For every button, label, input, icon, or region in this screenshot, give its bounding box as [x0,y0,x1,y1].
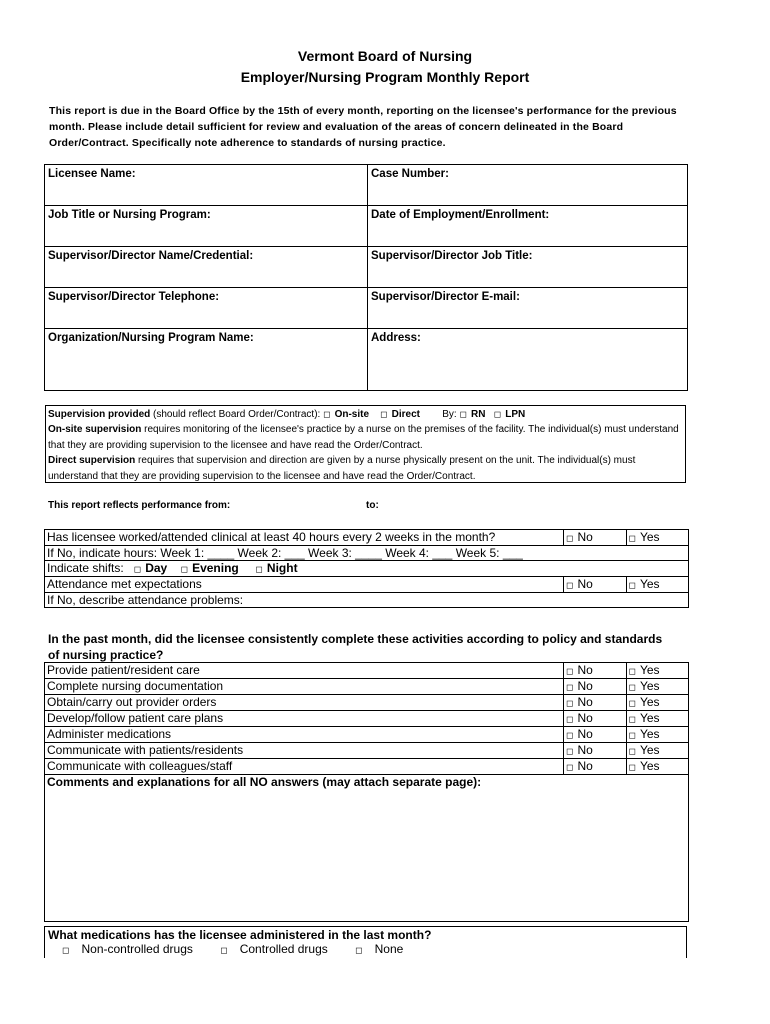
activity-no-option[interactable]: ◻ No [564,743,626,759]
activity-label: Develop/follow patient care plans [45,711,564,727]
case-number-field[interactable]: Case Number: [368,165,688,206]
yes-checkbox[interactable]: ◻ [628,682,636,692]
controlled-option[interactable]: ◻ Controlled drugs [220,942,328,956]
page-subtitle: Employer/Nursing Program Monthly Report [240,69,530,85]
medications-question: What medications has the licensee administered in the last month? [48,928,432,942]
hours-if-no[interactable]: If No, indicate hours: Week 1: ____ Week 2: ___ Week 3: ____ Week 4: ___ Week 5: ___ [45,546,689,561]
activity-yes-option[interactable]: ◻ Yes [626,727,689,743]
activities-table [44,662,689,922]
job-title-field[interactable]: Job Title or Nursing Program: [45,206,368,247]
activity-row [45,759,689,775]
night-checkbox[interactable]: ◻ [255,564,263,574]
onsite-checkbox[interactable]: ◻ [323,409,331,419]
no-checkbox[interactable]: ◻ [566,698,574,708]
activity-label: Complete nursing documentation [45,679,564,695]
no-checkbox[interactable]: ◻ [566,666,574,676]
supervision-line: Supervision provided (should reflect Board Order/Contract): ◻ On-site ◻ Direct By: ◻ RN ◻ LPN [48,409,526,420]
none-checkbox[interactable]: ◻ [355,945,363,955]
day-checkbox[interactable]: ◻ [133,564,142,574]
supervisor-title-field[interactable]: Supervisor/Director Job Title: [368,247,688,288]
controlled-checkbox[interactable]: ◻ [220,945,228,955]
onsite-definition: On-site supervision requires monitoring of the licensee's practice by a nurse on the premises of the facility. The individual(s) must understand that they are providing supervision to the licensee and have read the Order/Contract. [48,424,679,451]
supervisor-phone-field[interactable]: Supervisor/Director Telephone: [45,288,368,329]
activity-no-option[interactable]: ◻ No [564,759,626,775]
evening-checkbox[interactable]: ◻ [180,564,189,574]
activity-yes-option[interactable]: ◻ Yes [626,679,689,695]
yes-checkbox[interactable]: ◻ [628,533,636,543]
supervisor-name-field[interactable]: Supervisor/Director Name/Credential: [45,247,368,288]
activity-label: Administer medications [45,727,564,743]
info-table [44,164,688,391]
hours-yes-option[interactable]: ◻ Yes [626,530,689,546]
medications-options [48,942,683,956]
yes-checkbox[interactable]: ◻ [628,714,636,724]
activity-yes-option[interactable]: ◻ Yes [626,663,689,679]
activity-label: Provide patient/resident care [45,663,564,679]
activities-question: In the past month, did the licensee consistently complete these activities according to policy and standards of nursing practice? [48,632,663,662]
none-option[interactable]: ◻ None [355,942,404,956]
direct-definition: Direct supervision requires that supervision and direction are given by a nurse physically present on the unit. The individual(s) must understand that they are providing supervision to the licensee and have read the Order/Contract. [48,455,636,482]
activity-no-option[interactable]: ◻ No [564,711,626,727]
activity-yes-option[interactable]: ◻ Yes [626,695,689,711]
no-checkbox[interactable]: ◻ [566,580,574,590]
yes-checkbox[interactable]: ◻ [628,698,636,708]
activity-label: Communicate with colleagues/staff [45,759,564,775]
activity-row [45,679,689,695]
activity-no-option[interactable]: ◻ No [564,679,626,695]
activity-yes-option[interactable]: ◻ Yes [626,743,689,759]
supervision-box [45,405,686,483]
yes-checkbox[interactable]: ◻ [628,746,636,756]
activity-no-option[interactable]: ◻ No [564,727,626,743]
attendance-table [44,529,689,608]
employment-date-field[interactable]: Date of Employment/Enrollment: [368,206,688,247]
lpn-checkbox[interactable]: ◻ [493,409,502,419]
no-checkbox[interactable]: ◻ [566,533,574,543]
yes-checkbox[interactable]: ◻ [628,730,636,740]
licensee-name-field[interactable]: Licensee Name: [45,165,368,206]
attendance-problems-field[interactable]: If No, describe attendance problems: [45,593,689,608]
activity-row [45,663,689,679]
shifts-row: Indicate shifts: ◻ Day ◻ Evening ◻ Night [45,561,689,577]
no-checkbox[interactable]: ◻ [566,762,574,772]
attendance-no-option[interactable]: ◻ No [564,577,626,593]
attendance-yes-option[interactable]: ◻ Yes [626,577,689,593]
page-title: Vermont Board of Nursing [297,48,473,64]
period-to-label: to: [366,500,379,511]
intro-text: This report is due in the Board Office by the 15th of every month, reporting on the licensee's performance for the previous month. Please include detail sufficient for review and evaluation of the areas of concern delineated in the Board Order/Contract. Specifically note adherence to standards of nursing practice. [49,105,677,149]
rn-checkbox[interactable]: ◻ [459,409,467,419]
direct-checkbox[interactable]: ◻ [380,409,388,419]
address-field[interactable]: Address: [368,329,688,391]
no-checkbox[interactable]: ◻ [566,746,574,756]
yes-checkbox[interactable]: ◻ [628,762,636,772]
yes-checkbox[interactable]: ◻ [628,580,636,590]
activity-yes-option[interactable]: ◻ Yes [626,711,689,727]
no-checkbox[interactable]: ◻ [566,682,574,692]
activity-label: Communicate with patients/residents [45,743,564,759]
period-from-label: This report reflects performance from: [48,500,231,511]
supervisor-email-field[interactable]: Supervisor/Director E-mail: [368,288,688,329]
activity-label: Obtain/carry out provider orders [45,695,564,711]
yes-checkbox[interactable]: ◻ [628,666,636,676]
activity-row [45,743,689,759]
organization-field[interactable]: Organization/Nursing Program Name: [45,329,368,391]
hours-no-option[interactable]: ◻ No [564,530,626,546]
activity-row [45,727,689,743]
non-controlled-option[interactable]: ◻ Non-controlled drugs [62,942,193,956]
attendance-question: Attendance met expectations [45,577,564,593]
medications-section [44,926,687,958]
hours-question: Has licensee worked/attended clinical at least 40 hours every 2 weeks in the month? [45,530,564,546]
non-controlled-checkbox[interactable]: ◻ [62,945,70,955]
activity-yes-option[interactable]: ◻ Yes [626,759,689,775]
comments-field[interactable]: Comments and explanations for all NO answers (may attach separate page): [45,775,689,922]
no-checkbox[interactable]: ◻ [566,730,574,740]
activity-row [45,695,689,711]
activity-row [45,711,689,727]
activity-no-option[interactable]: ◻ No [564,695,626,711]
no-checkbox[interactable]: ◻ [566,714,574,724]
activity-no-option[interactable]: ◻ No [564,663,626,679]
